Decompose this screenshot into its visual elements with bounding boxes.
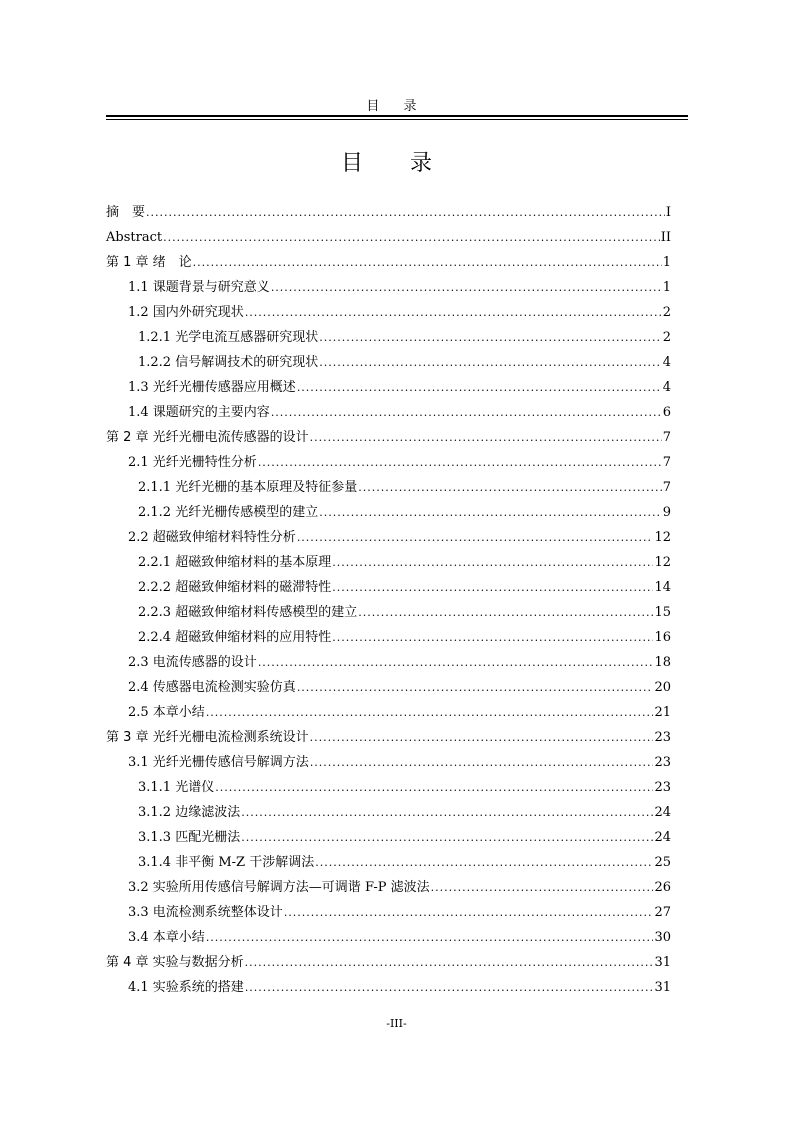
toc-entry-label: 1.3 光纤光栅传感器应用概述 [128, 380, 296, 395]
toc-leader-dots [245, 955, 654, 971]
toc-entry-page: 7 [662, 455, 671, 470]
toc-entry-label: 3.1.2 边缘滤波法 [138, 805, 241, 820]
toc-entry-label: 2.1 光纤光栅特性分析 [128, 455, 257, 470]
toc-leader-dots [258, 455, 662, 471]
toc-leader-dots [258, 655, 654, 671]
header-rule-thick [106, 115, 688, 117]
page-number: -III- [386, 1017, 407, 1030]
toc-entry-page: 24 [654, 830, 671, 845]
toc-leader-dots [358, 480, 662, 496]
toc-leader-dots [319, 355, 662, 371]
toc-leader-dots [297, 680, 654, 696]
toc-entry-label: 1.4 课题研究的主要内容 [128, 405, 270, 420]
toc-entry-page: I [665, 205, 671, 220]
toc-leader-dots [193, 255, 662, 271]
toc-leader-dots [431, 880, 654, 896]
toc-entry[interactable] [106, 371, 671, 396]
toc-leader-dots [245, 980, 654, 996]
toc-entry-label: 摘 要 [106, 205, 146, 220]
toc-entry-label: 2.2.3 超磁致伸缩材料传感模型的建立 [138, 605, 358, 620]
toc-entry-page: 12 [654, 530, 671, 545]
toc-entry-label: 2.5 本章小结 [128, 705, 205, 720]
toc-entry-page: 16 [654, 630, 671, 645]
toc-leader-dots [332, 630, 653, 646]
toc-entry[interactable] [106, 621, 671, 646]
page-title: 目 录 [341, 151, 452, 176]
toc-leader-dots [332, 555, 653, 571]
toc-entry-page: 15 [654, 605, 671, 620]
toc-entry[interactable] [106, 896, 671, 921]
toc-leader-dots [310, 755, 654, 771]
toc-entry-label: 2.1.1 光纤光栅的基本原理及特征参量 [138, 480, 358, 495]
toc-leader-dots [358, 605, 653, 621]
toc-entry[interactable] [106, 496, 671, 521]
toc-entry-label: 第 4 章 实验与数据分析 [106, 955, 244, 970]
toc-entry-label: 3.2 实验所用传感信号解调方法—可调谐 F-P 滤波法 [128, 880, 430, 895]
toc-entry-page: 14 [654, 580, 671, 595]
toc-entry-label: 4.1 实验系统的搭建 [128, 980, 244, 995]
toc-entry[interactable] [106, 871, 671, 896]
toc-entry[interactable] [106, 596, 671, 621]
toc-entry-label: 第 2 章 光纤光栅电流传感器的设计 [106, 430, 309, 445]
toc-entry-page: 26 [654, 880, 671, 895]
toc-entry-label: 2.2 超磁致伸缩材料特性分析 [128, 530, 296, 545]
toc-entry-page: 24 [654, 805, 671, 820]
toc-leader-dots [215, 780, 653, 796]
table-of-contents [106, 196, 671, 996]
toc-entry-label: 2.3 电流传感器的设计 [128, 655, 257, 670]
toc-entry-page: 12 [654, 555, 671, 570]
toc-leader-dots [245, 305, 662, 321]
toc-entry[interactable] [106, 271, 671, 296]
toc-entry[interactable] [106, 671, 671, 696]
toc-entry-label: 1.1 课题背景与研究意义 [128, 280, 270, 295]
toc-entry[interactable] [106, 921, 671, 946]
toc-entry-label: 3.1.4 非平衡 M-Z 干涉解调法 [138, 855, 315, 870]
toc-entry[interactable] [106, 321, 671, 346]
toc-leader-dots [310, 430, 662, 446]
toc-entry-page: II [660, 230, 671, 245]
toc-entry-label: 3.3 电流检测系统整体设计 [128, 905, 283, 920]
running-header: 目 录 [366, 99, 427, 114]
toc-leader-dots [241, 830, 653, 846]
toc-entry[interactable] [106, 396, 671, 421]
toc-entry-page: 23 [654, 780, 671, 795]
toc-leader-dots [319, 505, 662, 521]
toc-entry-page: 6 [662, 405, 671, 420]
toc-leader-dots [315, 855, 653, 871]
toc-entry-page: 23 [654, 755, 671, 770]
header-rule-thin [106, 119, 688, 120]
toc-entry[interactable] [106, 971, 671, 996]
toc-entry[interactable] [106, 646, 671, 671]
toc-leader-dots [310, 730, 654, 746]
toc-entry-label: 3.1 光纤光栅传感信号解调方法 [128, 755, 309, 770]
toc-leader-dots [297, 530, 654, 546]
toc-entry[interactable] [106, 196, 671, 221]
toc-leader-dots [206, 930, 654, 946]
toc-leader-dots [271, 405, 662, 421]
toc-entry-page: 27 [654, 905, 671, 920]
toc-entry-label: 1.2 国内外研究现状 [128, 305, 244, 320]
toc-chapter-entry[interactable] [106, 246, 671, 271]
toc-entry-label: 2.1.2 光纤光栅传感模型的建立 [138, 505, 319, 520]
toc-entry-page: 7 [662, 430, 671, 445]
toc-entry-page: 4 [662, 355, 671, 370]
toc-entry-label: 3.1.1 光谱仪 [138, 780, 215, 795]
toc-entry-page: 9 [662, 505, 671, 520]
toc-leader-dots [319, 330, 662, 346]
toc-leader-dots [206, 705, 654, 721]
toc-leader-dots [284, 905, 654, 921]
toc-entry-page: 31 [654, 980, 671, 995]
toc-entry-page: 1 [662, 280, 671, 295]
toc-entry-page: 21 [654, 705, 671, 720]
toc-entry-page: 23 [654, 730, 671, 745]
toc-leader-dots [163, 230, 660, 246]
toc-entry[interactable] [106, 296, 671, 321]
toc-entry-label: 2.2.2 超磁致伸缩材料的磁滞特性 [138, 580, 332, 595]
toc-entry-page: 7 [662, 480, 671, 495]
toc-leader-dots [241, 805, 653, 821]
toc-entry-label: 1.2.1 光学电流互感器研究现状 [138, 330, 319, 345]
toc-leader-dots [297, 380, 662, 396]
toc-entry[interactable] [106, 696, 671, 721]
toc-entry-page: 4 [662, 380, 671, 395]
toc-leader-dots [332, 580, 653, 596]
toc-entry[interactable] [106, 471, 671, 496]
toc-entry[interactable] [106, 796, 671, 821]
toc-entry-page: 1 [662, 255, 671, 270]
toc-entry-page: 25 [654, 855, 671, 870]
toc-entry-page: 2 [662, 305, 671, 320]
toc-chapter-entry[interactable] [106, 721, 671, 746]
toc-chapter-entry[interactable] [106, 421, 671, 446]
toc-entry[interactable] [106, 521, 671, 546]
toc-entry-page: 31 [654, 955, 671, 970]
toc-entry[interactable] [106, 221, 671, 246]
toc-entry-label: Abstract [106, 230, 163, 245]
toc-entry[interactable] [106, 446, 671, 471]
toc-entry-page: 30 [654, 930, 671, 945]
toc-entry-label: 2.2.1 超磁致伸缩材料的基本原理 [138, 555, 332, 570]
toc-entry[interactable] [106, 771, 671, 796]
toc-entry[interactable] [106, 846, 671, 871]
toc-leader-dots [146, 205, 665, 221]
toc-entry-page: 18 [654, 655, 671, 670]
toc-entry-page: 2 [662, 330, 671, 345]
toc-entry[interactable] [106, 546, 671, 571]
toc-entry-label: 1.2.2 信号解调技术的研究现状 [138, 355, 319, 370]
toc-leader-dots [271, 280, 662, 296]
toc-entry[interactable] [106, 746, 671, 771]
toc-entry[interactable] [106, 571, 671, 596]
toc-entry-label: 第 1 章 绪 论 [106, 255, 192, 270]
toc-entry-label: 2.4 传感器电流检测实验仿真 [128, 680, 296, 695]
toc-entry-label: 第 3 章 光纤光栅电流检测系统设计 [106, 730, 309, 745]
toc-chapter-entry[interactable] [106, 946, 671, 971]
toc-entry-label: 2.2.4 超磁致伸缩材料的应用特性 [138, 630, 332, 645]
toc-entry-page: 20 [654, 680, 671, 695]
toc-entry-label: 3.4 本章小结 [128, 930, 205, 945]
toc-entry-label: 3.1.3 匹配光栅法 [138, 830, 241, 845]
toc-entry[interactable] [106, 821, 671, 846]
toc-entry[interactable] [106, 346, 671, 371]
